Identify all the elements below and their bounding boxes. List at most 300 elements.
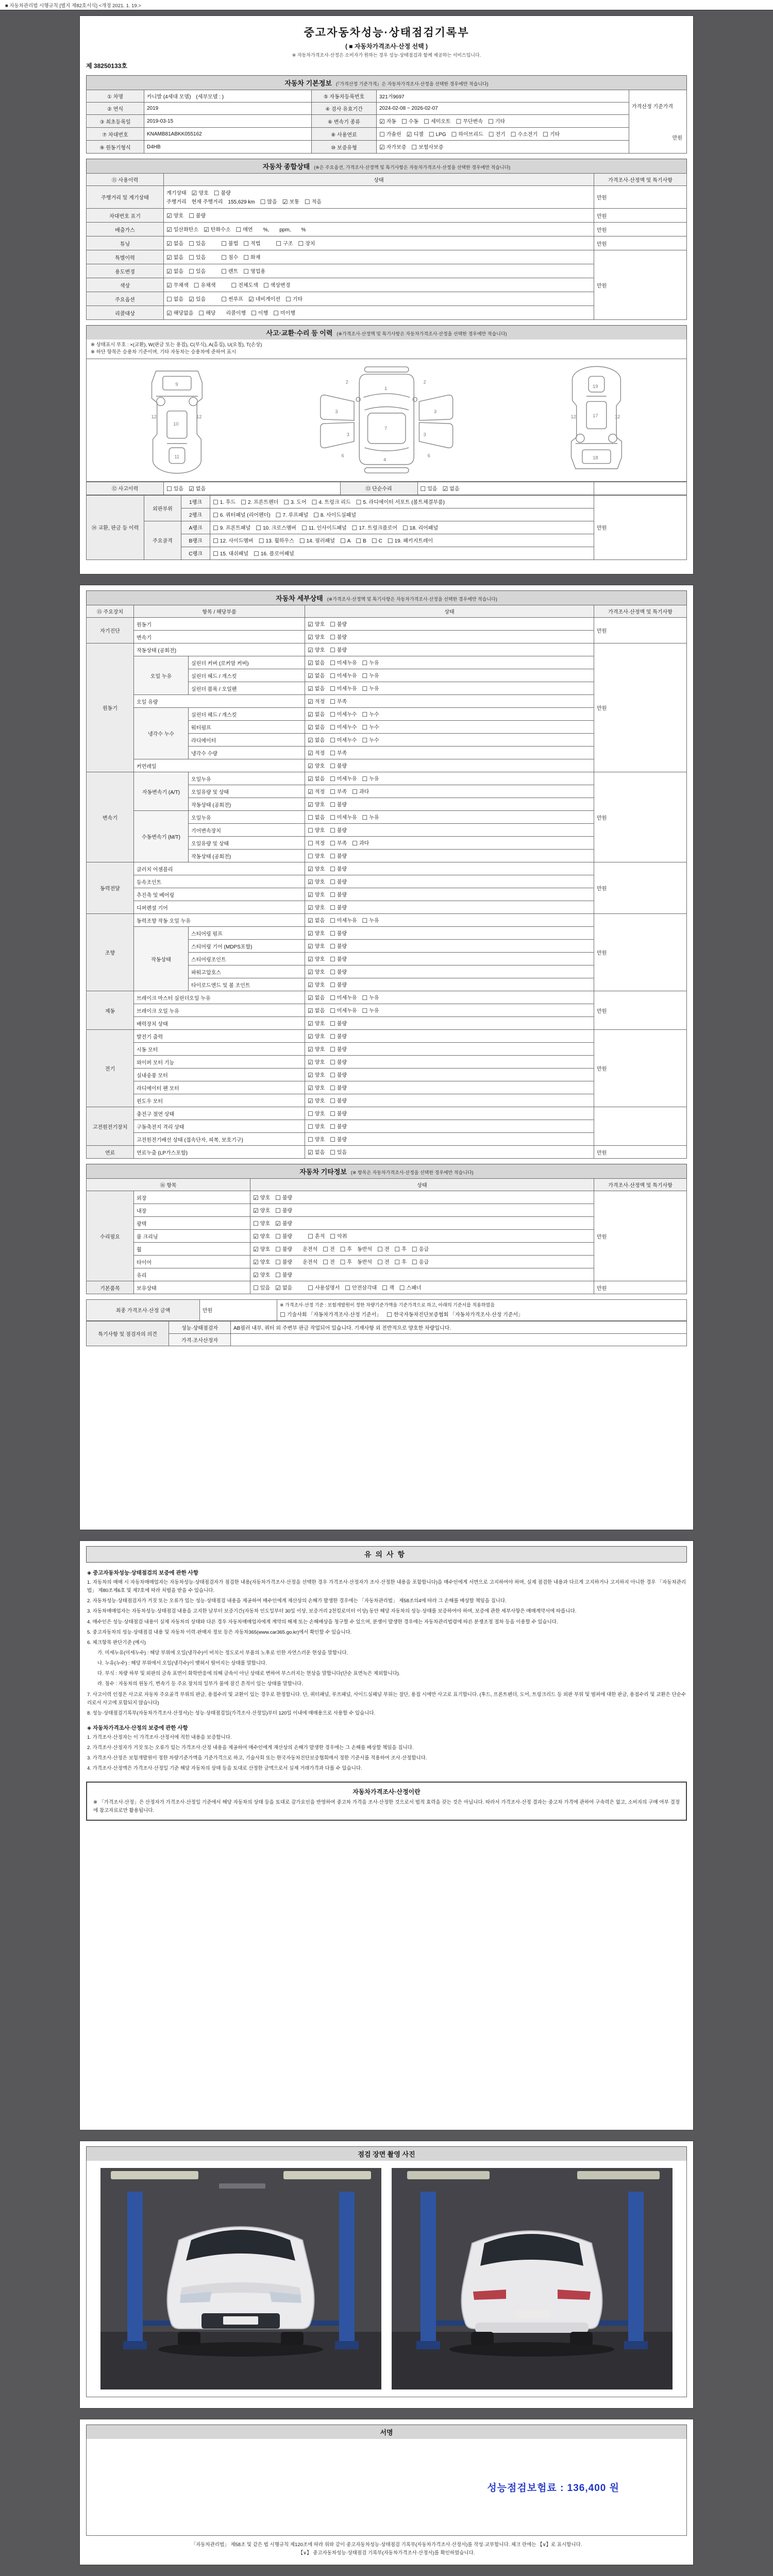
checkbox-option[interactable] (253, 1283, 270, 1292)
checkbox-option[interactable] (340, 1245, 352, 1253)
checkbox-option[interactable] (330, 787, 347, 795)
checkbox-option[interactable] (356, 537, 366, 545)
checkbox-option[interactable] (382, 1283, 394, 1292)
checkbox-option[interactable] (330, 671, 357, 680)
checkbox-option[interactable] (330, 890, 347, 899)
checkbox-checked-icon: ☑ (308, 711, 313, 718)
checkbox-option[interactable] (231, 281, 258, 289)
checkbox-option[interactable] (330, 1122, 347, 1130)
checkbox-option-checked[interactable] (282, 197, 299, 206)
checkbox-option[interactable] (330, 1083, 347, 1092)
checkbox-option[interactable] (340, 1258, 352, 1266)
checkbox-option-checked[interactable] (166, 239, 183, 247)
checkbox-option-checked[interactable] (189, 295, 206, 303)
checkbox-option[interactable] (330, 646, 347, 654)
checkbox-option-checked[interactable] (308, 865, 325, 873)
state-cell (305, 643, 594, 656)
checkbox-option[interactable] (308, 839, 325, 847)
checkbox-option[interactable] (189, 253, 206, 261)
checkbox-icon: ☐ (356, 537, 362, 545)
checkbox-option[interactable] (362, 684, 379, 692)
checkbox-option[interactable] (356, 498, 445, 506)
checkbox-option[interactable] (412, 1245, 429, 1253)
checkbox-option-checked[interactable] (308, 877, 325, 886)
checkbox-option[interactable] (189, 239, 206, 247)
checkbox-option-checked[interactable] (308, 1045, 325, 1053)
notice-section1-items (86, 1579, 687, 1718)
checkbox-option-checked[interactable] (204, 225, 230, 233)
checkbox-checked-icon: ☑ (282, 198, 288, 206)
checkbox-option[interactable] (330, 903, 347, 911)
part-label: 기어변속장치 (189, 824, 305, 837)
checkbox-label: 불법 (228, 241, 239, 247)
checkbox-option[interactable] (456, 117, 483, 125)
checkbox-option-checked[interactable] (308, 697, 325, 705)
checkbox-option-checked[interactable] (166, 253, 183, 261)
checkbox-option[interactable] (221, 239, 238, 247)
checkbox-option[interactable] (260, 197, 277, 206)
checkbox-option-checked[interactable] (275, 1219, 292, 1227)
checkbox-option[interactable] (340, 537, 350, 545)
checkbox-label: 없음 (314, 738, 325, 743)
checkbox-option-checked[interactable] (308, 723, 325, 731)
checkbox-option[interactable] (236, 225, 253, 233)
checkbox-label: 불량 (337, 1034, 347, 1040)
checkbox-option[interactable] (305, 197, 322, 206)
checkbox-label: 있음 (260, 1285, 271, 1291)
checkbox-label: 양호 (260, 1247, 271, 1252)
checkbox-option[interactable] (330, 774, 357, 783)
checkbox-option[interactable] (166, 484, 183, 493)
checkbox-option-checked[interactable] (308, 916, 325, 924)
checkbox-label: 양호 (314, 648, 325, 653)
checkbox-option[interactable] (330, 620, 347, 628)
checkbox-label: 불량 (337, 1086, 347, 1091)
checkbox-option[interactable] (213, 511, 271, 519)
rank-row (87, 495, 687, 508)
checkbox-checked-icon: ☑ (166, 226, 172, 233)
checkbox-option-checked[interactable] (308, 890, 325, 899)
checkbox-icon: ☐ (371, 537, 377, 545)
checkbox-icon: ☐ (275, 1207, 281, 1214)
checkbox-option[interactable] (377, 1258, 389, 1266)
checkbox-label: 양호 (260, 1234, 271, 1240)
checkbox-label: 없음 (449, 486, 460, 492)
checkbox-option[interactable] (323, 1245, 334, 1253)
checkbox-option[interactable] (362, 710, 379, 718)
checkbox-option[interactable] (488, 117, 505, 125)
checkbox-option[interactable] (330, 1071, 347, 1079)
checkbox-option-checked[interactable] (253, 1245, 270, 1253)
checkbox-option-checked[interactable] (166, 281, 189, 289)
checkbox-icon: ☐ (275, 1246, 281, 1253)
checkbox-option[interactable] (362, 671, 379, 680)
checkbox-icon: ☐ (311, 498, 317, 506)
checkbox-icon: ☐ (330, 788, 335, 795)
checkbox-label: 양호 (314, 1021, 325, 1027)
checkbox-option[interactable] (489, 130, 506, 138)
checkbox-option[interactable] (166, 295, 183, 303)
checkbox-option[interactable] (352, 787, 369, 795)
checkbox-option[interactable] (308, 852, 325, 860)
field-value: 2024-02-08 ~ 2026-02-07 (377, 103, 629, 115)
checkbox-option[interactable] (243, 253, 260, 261)
checkbox-icon: ☐ (394, 1246, 400, 1253)
checkbox-label: 누유 (369, 918, 379, 924)
checkbox-option[interactable] (399, 1283, 422, 1292)
checkbox-label: 11. 인사이드패널 (308, 525, 347, 531)
checkbox-icon: ☐ (330, 930, 335, 937)
checkbox-option[interactable] (429, 131, 446, 138)
checkbox-option[interactable] (330, 633, 347, 641)
checkbox-option-checked[interactable] (308, 684, 325, 692)
state-cell (305, 1043, 594, 1056)
checkbox-option-checked[interactable] (308, 955, 325, 963)
checkbox-option[interactable] (189, 211, 206, 219)
notice-title: 유의사항 (86, 1546, 687, 1563)
checkbox-option[interactable] (256, 523, 296, 532)
checkbox-option-checked[interactable] (308, 633, 325, 641)
checkbox-option-checked[interactable] (166, 309, 193, 317)
checkbox-option[interactable] (362, 774, 379, 783)
checkbox-option-checked[interactable] (253, 1193, 270, 1201)
checkbox-label: 14. 필러패널 (306, 538, 335, 544)
checkbox-label: 있음 (195, 297, 206, 302)
checkbox-option[interactable] (213, 498, 236, 506)
inspector-opinion-table (86, 1321, 687, 1346)
checkbox-option[interactable] (243, 239, 260, 247)
state-cell (305, 695, 594, 708)
checkbox-option[interactable] (213, 523, 250, 532)
checkbox-option-checked[interactable] (308, 658, 325, 667)
checkbox-option-checked[interactable] (308, 749, 325, 757)
checkbox-label: 있음 (173, 486, 184, 492)
signature-area[interactable] (86, 2439, 687, 2536)
checkbox-option[interactable] (189, 267, 206, 275)
checkbox-option[interactable] (372, 537, 382, 545)
checkbox-option[interactable] (253, 1219, 270, 1227)
checkbox-label: 10. 크로스멤버 (262, 525, 296, 531)
checkbox-option[interactable] (280, 1310, 381, 1318)
checkbox-option[interactable] (214, 189, 231, 197)
checkbox-option[interactable] (394, 1258, 406, 1266)
checkbox-option[interactable] (330, 1019, 347, 1027)
state-cell (305, 772, 594, 785)
checkbox-option[interactable] (421, 484, 438, 493)
checkbox-option[interactable] (285, 295, 303, 303)
checkbox-option[interactable] (362, 1006, 379, 1014)
photo-row (86, 2161, 687, 2397)
form-code-note (0, 0, 773, 10)
checkbox-option[interactable] (313, 511, 356, 519)
checkbox-option[interactable] (276, 511, 309, 519)
checkbox-option[interactable] (330, 993, 357, 1002)
checkbox-option-checked[interactable] (308, 646, 325, 654)
checkbox-option[interactable] (251, 309, 268, 317)
checkbox-label: 불량 (337, 802, 347, 808)
checkbox-icon: ☐ (330, 634, 335, 641)
checkbox-option[interactable] (275, 1193, 292, 1201)
checkbox-option[interactable] (362, 916, 379, 924)
checkbox-checked-icon: ☑ (253, 1233, 259, 1240)
checkbox-option[interactable] (275, 1258, 292, 1266)
checkbox-option[interactable] (330, 1006, 357, 1014)
checkbox-option[interactable] (330, 955, 347, 963)
checkbox-option[interactable] (275, 1270, 292, 1279)
checkbox-option[interactable] (254, 549, 294, 557)
checkbox-option[interactable] (330, 839, 347, 847)
checkbox-option-checked[interactable] (253, 1232, 270, 1240)
document-footer (86, 2541, 687, 2557)
checkbox-option[interactable] (352, 839, 369, 847)
checkbox-option[interactable] (323, 1258, 334, 1266)
accident-label: ⑫ 사고이력 (87, 482, 164, 495)
checkbox-option-checked[interactable] (308, 1071, 325, 1079)
checkbox-option[interactable] (275, 1245, 292, 1253)
checkbox-option[interactable] (308, 813, 325, 821)
checkbox-option[interactable] (330, 852, 347, 860)
part-label: 광택 (134, 1217, 250, 1230)
simple-repair-label: ⑬ 단순수리 (340, 482, 417, 495)
checkbox-option[interactable] (301, 523, 347, 532)
checkbox-option[interactable] (352, 523, 397, 532)
checkbox-option-checked[interactable] (308, 1148, 325, 1156)
checkbox-option[interactable] (345, 1283, 377, 1292)
price-definition-text: ※ 「가격조사·산정」은 산정자가 가격조사·산정일 기준에서 해당 자동차의 상태 등을 토대로 감가요인을 반영하여 중고차 가격을 조사·산정한 것으로서 법적 효력을 갖는 것은 아닙니다. 따라서 가격조사·산정 결과는 중고차 가격에 관하여 구속력은 없고, 소비자의 구매 여부 결정에 참고자료로만 활용됩니다. (93, 1799, 680, 1814)
part-label: 오일유량 및 상태 (189, 837, 305, 850)
checkbox-option[interactable] (543, 130, 560, 138)
checkbox-option[interactable] (330, 942, 347, 950)
checkbox-option[interactable] (330, 1135, 347, 1143)
checkbox-label: 없음 (314, 1008, 325, 1014)
checkbox-option[interactable] (308, 1283, 340, 1292)
checkbox-option[interactable] (330, 800, 347, 808)
checkbox-option-checked[interactable] (253, 1270, 270, 1279)
checkbox-option-checked[interactable] (253, 1206, 270, 1214)
checkbox-option-checked[interactable] (308, 1019, 325, 1027)
checkbox-option[interactable] (411, 143, 443, 151)
checkbox-label: 5. 라디에이터 서포트 (볼트체결부품) (363, 499, 445, 505)
checkbox-option[interactable] (263, 281, 290, 289)
panel-main-info (79, 15, 694, 574)
checkbox-option[interactable] (243, 267, 265, 275)
part-label: 브레이크 마스터 실린더오일 누유 (134, 991, 305, 1004)
checkbox-option[interactable] (330, 658, 357, 667)
detail-row (87, 914, 687, 927)
checkbox-option-checked[interactable] (275, 1283, 292, 1292)
checkbox-option-checked[interactable] (407, 130, 424, 138)
checkbox-option-checked[interactable] (379, 143, 406, 151)
checkbox-option[interactable] (213, 549, 248, 557)
price-cell: 만원 (594, 250, 687, 320)
checkbox-option[interactable] (330, 1148, 347, 1156)
overall-state-table (86, 173, 687, 320)
checkbox-label: 적정 (314, 841, 325, 846)
checkbox-option[interactable] (330, 877, 347, 886)
checkbox-option[interactable] (402, 523, 438, 532)
checkbox-option-checked[interactable] (443, 484, 460, 493)
checkbox-checked-icon: ☑ (379, 144, 385, 151)
checkbox-option[interactable] (330, 1109, 347, 1117)
checkbox-option[interactable] (213, 536, 254, 545)
checkbox-option[interactable] (283, 498, 306, 506)
checkbox-option[interactable] (330, 761, 347, 770)
checkbox-icon: ☐ (411, 1259, 417, 1266)
checkbox-option-checked[interactable] (308, 1083, 325, 1092)
checkbox-option[interactable] (388, 536, 433, 545)
checkbox-option-checked[interactable] (189, 484, 206, 493)
accident-legend-line1: ※ 상태표시 부호 : ×(교환), W(판금 또는 용접), C(부식), A(흠집), U(요철), T(손상) (91, 342, 262, 348)
detail-row (87, 1281, 687, 1294)
checkbox-option-checked[interactable] (308, 1032, 325, 1040)
checkbox-option-checked[interactable] (308, 620, 325, 628)
checkbox-option[interactable] (362, 813, 379, 821)
checkbox-option-checked[interactable] (308, 736, 325, 744)
checkbox-option-checked[interactable] (166, 211, 183, 219)
checkbox-icon: ☐ (330, 1020, 335, 1027)
checkbox-icon: ☐ (377, 1259, 383, 1266)
checkbox-option[interactable] (330, 749, 347, 757)
checkbox-icon: ☐ (330, 917, 335, 924)
checkbox-option-checked[interactable] (166, 267, 183, 275)
checkbox-option[interactable] (241, 498, 278, 506)
checkbox-icon: ☐ (420, 485, 426, 493)
checkbox-option[interactable] (330, 1096, 347, 1105)
checkbox-option-checked[interactable] (192, 189, 209, 197)
checkbox-option-checked[interactable] (253, 1258, 270, 1266)
checkbox-label: 양호 (260, 1260, 271, 1265)
checkbox-option[interactable] (259, 536, 294, 545)
checkbox-option[interactable] (401, 117, 418, 125)
checkbox-option[interactable] (221, 253, 238, 261)
final-price-value: 만원 (200, 1300, 277, 1321)
checkbox-option[interactable] (362, 723, 379, 731)
checkbox-label: A (347, 538, 351, 544)
checkbox-option-checked[interactable] (308, 929, 325, 937)
checkbox-label: 세미오토 (430, 119, 451, 125)
checkbox-option-checked[interactable] (308, 671, 325, 680)
checkbox-option[interactable] (273, 309, 295, 317)
state-cell (305, 631, 594, 643)
state-cell (305, 862, 594, 875)
checkbox-option[interactable] (424, 117, 450, 125)
checkbox-option[interactable] (362, 736, 379, 744)
checkbox-option-checked[interactable] (308, 800, 325, 808)
checkbox-option[interactable] (330, 1232, 347, 1240)
checkbox-option-checked[interactable] (308, 980, 325, 989)
checkbox-option[interactable] (308, 1109, 325, 1117)
checkbox-option[interactable] (308, 1122, 325, 1130)
checkbox-option[interactable] (330, 980, 347, 989)
checkbox-option-checked[interactable] (308, 1058, 325, 1066)
checkbox-option[interactable] (299, 536, 335, 545)
checkbox-option[interactable] (275, 1232, 292, 1240)
checkbox-option[interactable] (308, 826, 325, 834)
checkbox-option[interactable] (394, 1245, 406, 1253)
checkbox-option[interactable] (377, 1245, 389, 1253)
checkbox-option-checked[interactable] (308, 1096, 325, 1105)
checkbox-icon: ☐ (308, 814, 313, 821)
checkbox-option[interactable] (330, 916, 357, 924)
checkbox-option[interactable] (330, 929, 347, 937)
checkbox-option[interactable] (330, 710, 357, 718)
checkbox-checked-icon: ☑ (253, 1207, 259, 1214)
price-cell: 만원 (594, 862, 687, 914)
notice-section2-title: ◈ 자동차가격조사·산정의 보증에 관한 사항 (87, 1724, 188, 1731)
basic-info-row (87, 115, 687, 128)
checkbox-label: 과다 (359, 789, 369, 795)
checkbox-label: 양호 (314, 970, 325, 975)
checkbox-option[interactable] (362, 993, 379, 1002)
checkbox-option[interactable] (330, 684, 357, 692)
checkbox-option[interactable] (330, 968, 347, 976)
checkbox-option-checked[interactable] (248, 295, 280, 303)
checkbox-option-checked[interactable] (308, 968, 325, 976)
checkbox-option-checked[interactable] (308, 774, 325, 783)
checkbox-option[interactable] (412, 1258, 429, 1266)
checkbox-checked-icon: ☑ (308, 1020, 313, 1027)
checkbox-option[interactable] (330, 813, 357, 821)
checkbox-option[interactable] (221, 295, 243, 303)
checkbox-label: 없음 (195, 486, 206, 492)
checkbox-option[interactable] (276, 239, 293, 247)
checkbox-option[interactable] (330, 723, 357, 731)
checkbox-option[interactable] (308, 1232, 325, 1240)
checkbox-label: 누유 (369, 815, 379, 821)
checkbox-option-checked[interactable] (308, 903, 325, 911)
checkbox-option-checked[interactable] (308, 710, 325, 718)
checkbox-label: 자가보증 (386, 145, 407, 150)
checkbox-option-checked[interactable] (308, 1006, 325, 1014)
checkbox-option-checked[interactable] (308, 942, 325, 950)
checkbox-option[interactable] (362, 658, 379, 667)
checkbox-option-checked[interactable] (308, 761, 325, 770)
rank-label: A랭크 (181, 521, 210, 534)
checkbox-option[interactable] (298, 239, 315, 247)
checkbox-option-checked[interactable] (308, 993, 325, 1002)
checkbox-checked-icon: ☑ (308, 930, 313, 937)
part-label: 충전구 절연 상태 (134, 1107, 305, 1120)
checkbox-option[interactable] (386, 1310, 523, 1318)
field-label: ⑥ 변속기 종류 (312, 115, 377, 128)
checkbox-option[interactable] (330, 1058, 347, 1066)
checkbox-option[interactable] (379, 130, 401, 138)
checkbox-option[interactable] (198, 309, 215, 317)
state-cell (250, 1191, 594, 1204)
checkbox-option[interactable] (451, 130, 483, 138)
checkbox-option[interactable] (194, 281, 216, 289)
checkbox-label: 침수 (228, 255, 239, 261)
checkbox-option-checked[interactable] (166, 225, 198, 233)
checkbox-option[interactable] (330, 736, 357, 744)
checkbox-label: 누유 (369, 673, 379, 679)
checkbox-option[interactable] (330, 1045, 347, 1053)
checkbox-option[interactable] (275, 1206, 292, 1214)
checkbox-option[interactable] (221, 267, 238, 275)
checkbox-option-checked[interactable] (308, 787, 325, 795)
checkbox-option[interactable] (330, 697, 347, 705)
checkbox-option[interactable] (511, 130, 537, 138)
checkbox-option-checked[interactable] (379, 117, 396, 125)
part-label: 커먼레일 (134, 759, 305, 772)
part-label: 클러치 어셈블리 (134, 862, 305, 875)
checkbox-option[interactable] (312, 498, 351, 506)
checkbox-option[interactable] (308, 1135, 325, 1143)
checkbox-option[interactable] (330, 826, 347, 834)
notice-item: 1. 자동차의 매매 시 자동차매매업자는 자동차성능·상태점검자가 점검한 내용(자동차가격조사·산정을 선택한 경우 가격조사·산정자가 조사·산정한 내용을 포함합니다)을 매수인에게 서면으로 고지하여야 하며, 실제 점검한 내용과 다르게 고지하거나 고지하지 아니한 경우 「자동차관리법」 제80조제6호 및 제7호에 따라 처벌을 받을 수 있습니다. (87, 1580, 686, 1594)
checkbox-option[interactable] (330, 1032, 347, 1040)
checkbox-option[interactable] (330, 865, 347, 873)
